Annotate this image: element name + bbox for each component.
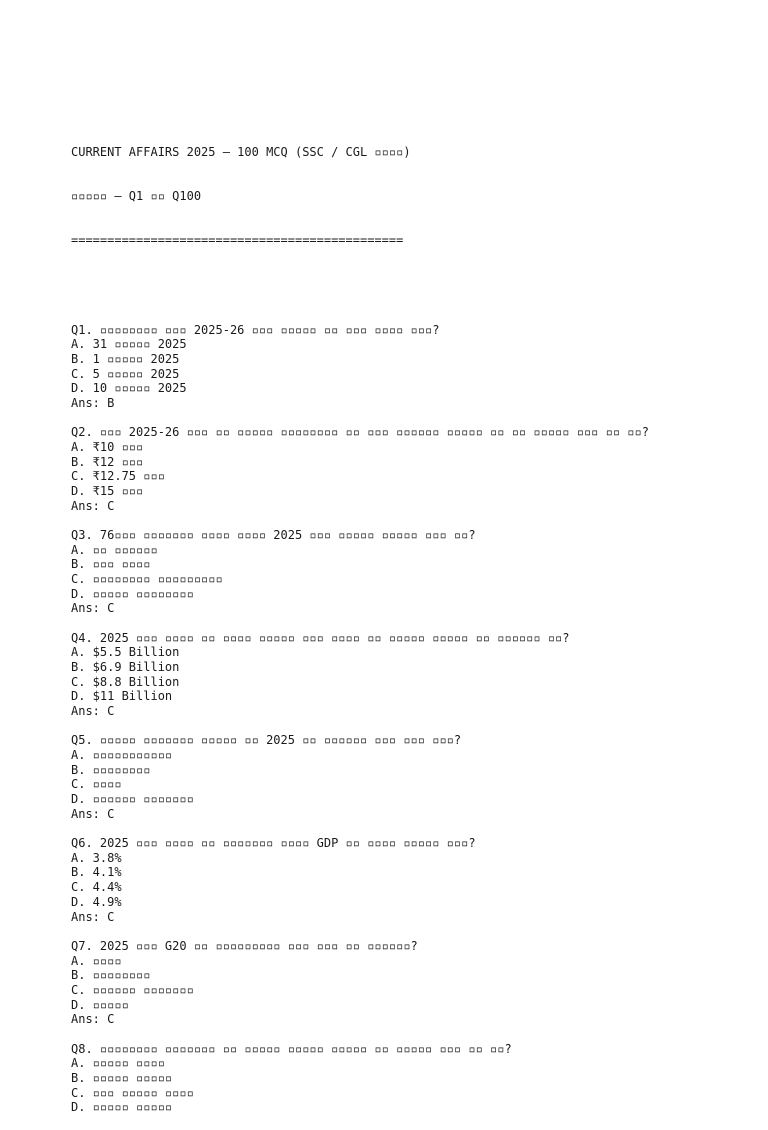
answer-option: B. ▫▫▫ ▫▫▫▫ xyxy=(71,557,151,572)
answer-option: A. 3.8% xyxy=(71,850,122,865)
answer-option: A. ▫▫▫▫ xyxy=(71,953,122,968)
question-block xyxy=(71,323,751,411)
answer-key: Ans: C xyxy=(71,601,115,616)
answer-option: C. ▫▫▫ ▫▫▫▫▫ ▫▫▫▫ xyxy=(71,1085,194,1100)
answer-option: C. ▫▫▫▫▫▫▫▫ ▫▫▫▫▫▫▫▫▫ xyxy=(71,572,223,586)
document-subtitle: ▫▫▫▫▫ – Q1 ▫▫ Q100 xyxy=(71,188,202,203)
answer-key: Ans: B xyxy=(71,395,115,410)
answer-option: D. ₹15 ▫▫▫ xyxy=(71,483,144,498)
question-text: Q3. 76▫▫▫ ▫▫▫▫▫▫▫ ▫▫▫▫ ▫▫▫▫ 2025 ▫▫▫ ▫▫▫▫▫ ▫▫▫▫▫ ▫▫▫ ▫▫? xyxy=(71,527,476,542)
header-divider: ============================================== xyxy=(71,233,404,247)
answer-option: A. ₹10 ▫▫▫ xyxy=(71,439,144,454)
answer-option: C. ▫▫▫▫▫▫ ▫▫▫▫▫▫▫ xyxy=(71,982,194,997)
answer-key: Ans: C xyxy=(71,909,115,924)
document-header xyxy=(71,115,751,277)
answer-option: D. ▫▫▫▫▫ xyxy=(71,997,129,1012)
question-block xyxy=(71,631,751,719)
answer-option: A. $5.5 Billion xyxy=(71,645,180,660)
answer-option: B. 1 ▫▫▫▫▫ 2025 xyxy=(71,351,180,366)
answer-option: C. 4.4% xyxy=(71,880,122,895)
question-text: Q2. ▫▫▫ 2025-26 ▫▫▫ ▫▫ ▫▫▫▫▫ ▫▫▫▫▫▫▫▫ ▫▫ ▫▫▫ ▫▫▫▫▫▫ ▫▫▫▫▫ ▫▫ ▫▫ ▫▫▫▫▫ ▫▫▫ ▫▫ ▫▫? xyxy=(71,425,649,440)
answer-option: C. ▫▫▫▫ xyxy=(71,777,122,792)
answer-option: A. ▫▫▫▫▫▫▫▫▫▫▫ xyxy=(71,748,173,763)
answer-option: A. 31 ▫▫▫▫▫ 2025 xyxy=(71,337,187,352)
answer-option: D. 10 ▫▫▫▫▫ 2025 xyxy=(71,381,187,396)
answer-key: Ans: C xyxy=(71,498,115,513)
question-block xyxy=(71,528,751,616)
question-text: Q8. ▫▫▫▫▫▫▫▫ ▫▫▫▫▫▫▫ ▫▫ ▫▫▫▫▫ ▫▫▫▫▫ ▫▫▫▫▫ ▫▫ ▫▫▫▫▫ ▫▫▫ ▫▫ ▫▫? xyxy=(71,1041,512,1056)
question-text: Q5. ▫▫▫▫▫ ▫▫▫▫▫▫▫ ▫▫▫▫▫ ▫▫ 2025 ▫▫ ▫▫▫▫▫▫ ▫▫▫ ▫▫▫ ▫▫▫? xyxy=(71,733,462,748)
answer-key: Ans: C xyxy=(71,806,115,821)
question-block xyxy=(71,733,751,821)
answer-option: B. ▫▫▫▫▫ ▫▫▫▫▫ xyxy=(71,1070,173,1085)
answer-key: Ans: C xyxy=(71,704,115,719)
answer-option: D. ▫▫▫▫▫ ▫▫▫▫▫▫▫▫ xyxy=(71,586,194,601)
answer-option: D. ▫▫▫▫▫ ▫▫▫▫▫ xyxy=(71,1100,173,1115)
answer-option: C. $8.8 Billion xyxy=(71,674,180,689)
answer-option: B. 4.1% xyxy=(71,865,122,880)
answer-option: C. ₹12.75 ▫▫▫ xyxy=(71,469,165,484)
answer-option: A. ▫▫▫▫▫ ▫▫▫▫ xyxy=(71,1056,165,1071)
answer-option: C. 5 ▫▫▫▫▫ 2025 xyxy=(71,366,180,381)
answer-option: A. ▫▫ ▫▫▫▫▫▫ xyxy=(71,542,158,557)
question-text: Q1. ▫▫▫▫▫▫▫▫ ▫▫▫ 2025-26 ▫▫▫ ▫▫▫▫▫ ▫▫ ▫▫▫ ▫▫▫▫ ▫▫▫? xyxy=(71,322,440,337)
answer-option: B. ▫▫▫▫▫▫▫▫ xyxy=(71,968,151,983)
answer-key: Ans: C xyxy=(71,1012,115,1027)
question-block xyxy=(71,939,751,1027)
question-text: Q7. 2025 ▫▫▫ G20 ▫▫ ▫▫▫▫▫▫▫▫▫ ▫▫▫ ▫▫▫ ▫▫ ▫▫▫▫▫▫? xyxy=(71,938,418,953)
answer-option: B. $6.9 Billion xyxy=(71,660,180,675)
question-text: Q6. 2025 ▫▫▫ ▫▫▫▫ ▫▫ ▫▫▫▫▫▫▫ ▫▫▫▫ GDP ▫▫ ▫▫▫▫ ▫▫▫▫▫ ▫▫▫? xyxy=(71,836,476,851)
answer-option: D. 4.9% xyxy=(71,894,122,909)
question-block xyxy=(71,1042,751,1115)
question-block xyxy=(71,836,751,924)
answer-option: D. $11 Billion xyxy=(71,689,173,704)
answer-option: D. ▫▫▫▫▫▫ ▫▫▫▫▫▫▫ xyxy=(71,792,194,807)
document-title: CURRENT AFFAIRS 2025 – 100 MCQ (SSC / CGL ▫▫▫▫) xyxy=(71,144,411,159)
question-block xyxy=(71,425,751,513)
answer-option: B. ▫▫▫▫▫▫▫▫ xyxy=(71,762,151,777)
question-list xyxy=(71,323,751,1115)
document-page xyxy=(71,86,751,1130)
question-text: Q4. 2025 ▫▫▫ ▫▫▫▫ ▫▫ ▫▫▫▫ ▫▫▫▫▫ ▫▫▫ ▫▫▫▫ ▫▫ ▫▫▫▫▫ ▫▫▫▫▫ ▫▫ ▫▫▫▫▫▫ ▫▫? xyxy=(71,630,570,645)
answer-option: B. ₹12 ▫▫▫ xyxy=(71,454,144,469)
